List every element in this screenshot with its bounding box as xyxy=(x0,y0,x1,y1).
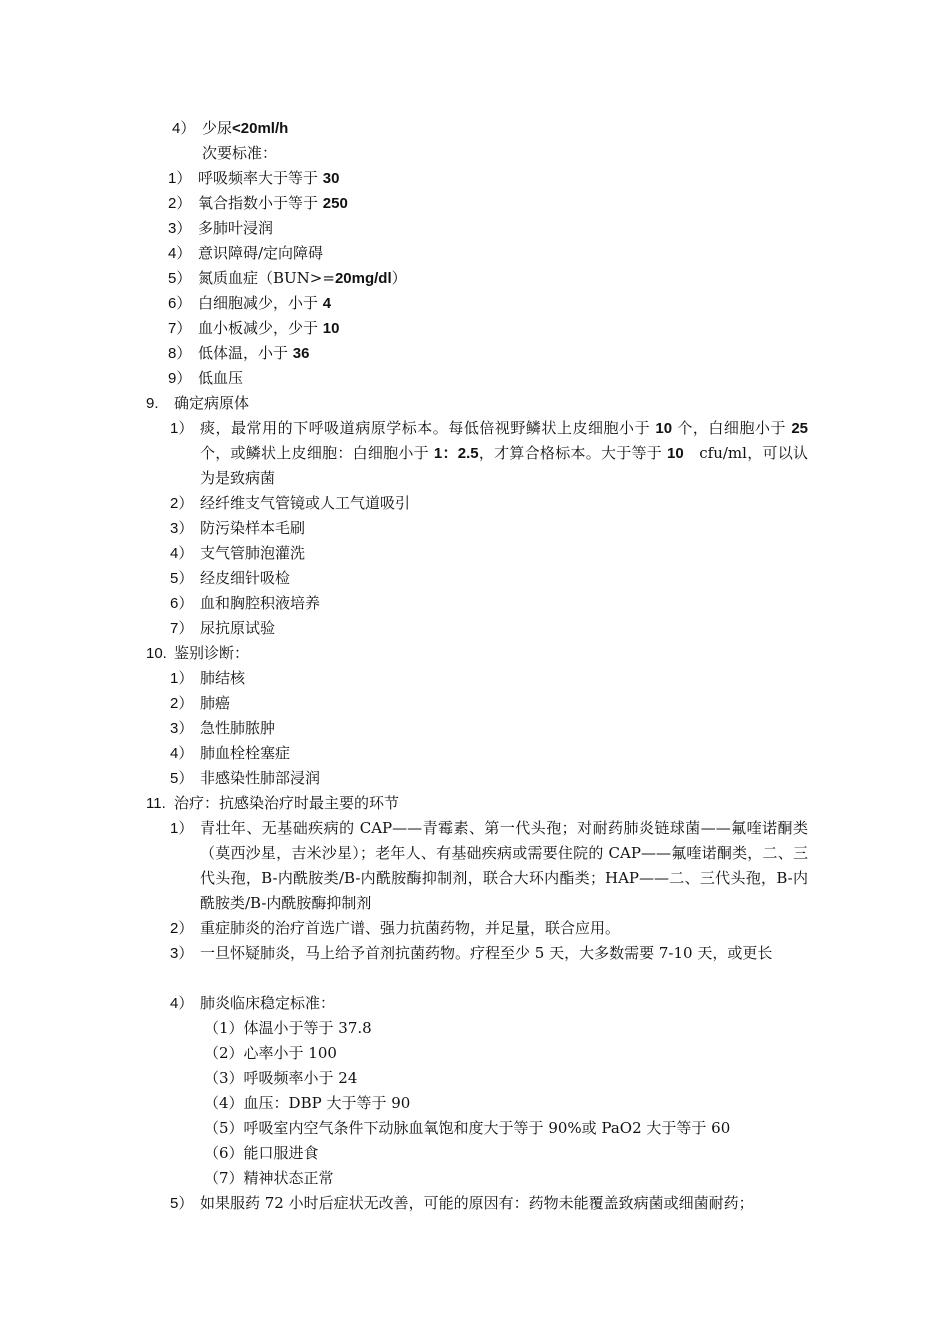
major-criterion-4 xyxy=(172,116,289,141)
minor-criterion-4 xyxy=(168,241,324,266)
item-text: 个，或鳞状上皮细胞：白细胞小于 xyxy=(200,444,434,462)
section-9-item-7 xyxy=(170,616,276,641)
item-text: cfu/ml，可以认为是致病菌 xyxy=(200,444,808,487)
minor-criterion-6 xyxy=(168,291,332,316)
section-10-item-4 xyxy=(170,741,291,766)
stability-criterion-3: （3）呼吸频率小于 24 xyxy=(204,1069,358,1087)
minor-criteria-heading: 次要标准： xyxy=(202,144,278,162)
section-11-item-4 xyxy=(170,991,336,1016)
section-9-item-3 xyxy=(170,516,306,541)
item-number: 7） xyxy=(170,620,194,637)
item-text: 痰，最常用的下呼吸道病原学标本。每低倍视野鳞状上皮细胞小于 xyxy=(200,419,656,437)
minor-criterion-3 xyxy=(168,216,274,241)
section-number: 11. xyxy=(146,795,166,812)
criterion-text: 少尿 xyxy=(202,119,233,137)
section-11-heading xyxy=(146,791,400,816)
item-text: 肺炎临床稳定标准： xyxy=(200,994,336,1012)
item-value: 10 xyxy=(667,445,684,462)
criterion-suffix: ） xyxy=(391,269,407,287)
item-number: 7） xyxy=(168,320,192,337)
item-text: 重症肺炎的治疗首选广谱、强力抗菌药物，并足量，联合应用。 xyxy=(200,919,621,937)
section-number: 10. xyxy=(146,645,167,662)
item-text: 个，白细胞小于 xyxy=(672,419,792,437)
criterion-value: 4 xyxy=(322,295,332,312)
item-text: 血和胸腔积液培养 xyxy=(200,594,321,612)
item-number: 4） xyxy=(170,545,194,562)
section-11-item-2 xyxy=(170,916,621,941)
section-10-item-1 xyxy=(170,666,246,691)
section-9-item-1 xyxy=(170,416,808,491)
minor-criterion-2 xyxy=(168,191,348,216)
item-text: 尿抗原试验 xyxy=(200,619,276,637)
criterion-text: 多肺叶浸润 xyxy=(198,219,274,237)
item-number: 4） xyxy=(170,995,194,1012)
criterion-value: 250 xyxy=(322,195,348,212)
item-number: 4） xyxy=(168,245,192,262)
criterion-value: 36 xyxy=(292,345,310,362)
item-text: 肺血栓栓塞症 xyxy=(200,744,291,762)
minor-criterion-8 xyxy=(168,341,310,366)
criterion-text: 低体温，小于 xyxy=(198,344,293,362)
item-text: 急性肺脓肿 xyxy=(200,719,276,737)
item-text: ，才算合格标本。大于等于 xyxy=(478,444,668,462)
item-number: 3） xyxy=(170,520,194,537)
stability-criterion-2: （2）心率小于 100 xyxy=(204,1044,337,1062)
item-text: 经纤维支气管镜或人工气道吸引 xyxy=(200,494,411,512)
stability-criterion-6: （6）能口服进食 xyxy=(204,1144,319,1162)
section-11-item-1 xyxy=(170,816,808,916)
item-text: 青壮年、无基础疾病的 CAP——青霉素、第一代头孢；对耐药肺炎链球菌——氟喹诺酮类（莫西沙星，吉米沙星）；老年人、有基础疾病或需要住院的 CAP——氟喹诺酮类，二、三代头孢，B-内酰胺类/B-内酰胺酶抑制剂，联合大环内酯类；HAP——二、三代头孢，B-内酰胺类/B-内酰胺酶抑制剂 xyxy=(200,819,808,912)
item-text: 防污染样本毛刷 xyxy=(200,519,306,537)
item-value: 10 xyxy=(655,420,673,437)
section-9-item-6 xyxy=(170,591,321,616)
item-text: 支气管肺泡灌洗 xyxy=(200,544,306,562)
item-number: 5） xyxy=(170,570,194,587)
item-text: 肺结核 xyxy=(200,669,246,687)
item-number: 2） xyxy=(170,920,194,937)
section-11-item-3 xyxy=(170,941,808,966)
item-number: 2） xyxy=(168,195,192,212)
section-9-item-4 xyxy=(170,541,306,566)
item-number: 4） xyxy=(170,745,194,762)
item-number: 6） xyxy=(168,295,192,312)
criterion-text: 呼吸频率大于等于 xyxy=(198,169,323,187)
item-value: 1：2.5 xyxy=(433,445,479,462)
section-9-heading xyxy=(146,391,250,416)
section-10-heading xyxy=(146,641,250,666)
section-10-item-3 xyxy=(170,716,276,741)
criterion-text: 血小板减少，少于 xyxy=(198,319,323,337)
item-text: 一旦怀疑肺炎，马上给予首剂抗菌药物。疗程至少 5 天，大多数需要 7-10 天，或更长 xyxy=(200,944,773,962)
item-value: 25 xyxy=(791,420,808,437)
section-11-item-5 xyxy=(170,1191,754,1216)
section-title: 确定病原体 xyxy=(174,394,250,412)
stability-criterion-5: （5）呼吸室内空气条件下动脉血氧饱和度大于等于 90%或 PaO2 大于等于 60 xyxy=(204,1119,731,1137)
item-number: 3） xyxy=(170,720,194,737)
item-text: 肺癌 xyxy=(200,694,231,712)
criterion-text: 意识障碍/定向障碍 xyxy=(198,244,324,262)
item-number: 5） xyxy=(170,770,194,787)
stability-criterion-1: （1）体温小于等于 37.8 xyxy=(204,1019,372,1037)
minor-criterion-9 xyxy=(168,366,244,391)
item-number: 9） xyxy=(168,370,192,387)
item-number: 6） xyxy=(170,595,194,612)
criterion-value: <20ml/h xyxy=(232,120,289,137)
section-title: 鉴别诊断： xyxy=(174,644,250,662)
criterion-text: 低血压 xyxy=(198,369,244,387)
section-9-item-5 xyxy=(170,566,291,591)
item-number: 3） xyxy=(170,945,194,962)
stability-criterion-7: （7）精神状态正常 xyxy=(204,1169,334,1187)
item-number: 1） xyxy=(170,820,194,837)
section-9-item-2 xyxy=(170,491,411,516)
criterion-text: 白细胞减少，小于 xyxy=(198,294,323,312)
item-text: 经皮细针吸检 xyxy=(200,569,291,587)
item-number: 5） xyxy=(168,270,192,287)
criterion-value: 30 xyxy=(322,170,340,187)
item-number: 1） xyxy=(170,420,194,437)
criterion-value: 20mg/dl xyxy=(334,270,392,287)
item-number: 2） xyxy=(170,495,194,512)
criterion-text: 氧合指数小于等于 xyxy=(198,194,323,212)
item-number: 5） xyxy=(170,1195,194,1212)
criterion-text: 氮质血症（BUN>= xyxy=(198,269,335,287)
item-number: 3） xyxy=(168,220,192,237)
item-number: 1） xyxy=(168,170,192,187)
item-text: 如果服药 72 小时后症状无改善，可能的原因有：药物未能覆盖致病菌或细菌耐药； xyxy=(200,1194,754,1212)
section-10-item-5 xyxy=(170,766,321,791)
section-number: 9. xyxy=(146,395,159,412)
item-number: 2） xyxy=(170,695,194,712)
item-text: 非感染性肺部浸润 xyxy=(200,769,321,787)
minor-criterion-7 xyxy=(168,316,340,341)
item-number: 1） xyxy=(170,670,194,687)
criterion-value: 10 xyxy=(322,320,340,337)
minor-criterion-1 xyxy=(168,166,340,191)
item-number: 4） xyxy=(172,120,196,137)
minor-criterion-5 xyxy=(168,266,407,291)
stability-criterion-4: （4）血压：DBP 大于等于 90 xyxy=(204,1094,411,1112)
section-10-item-2 xyxy=(170,691,231,716)
section-title: 治疗：抗感染治疗时最主要的环节 xyxy=(174,794,400,812)
item-number: 8） xyxy=(168,345,192,362)
